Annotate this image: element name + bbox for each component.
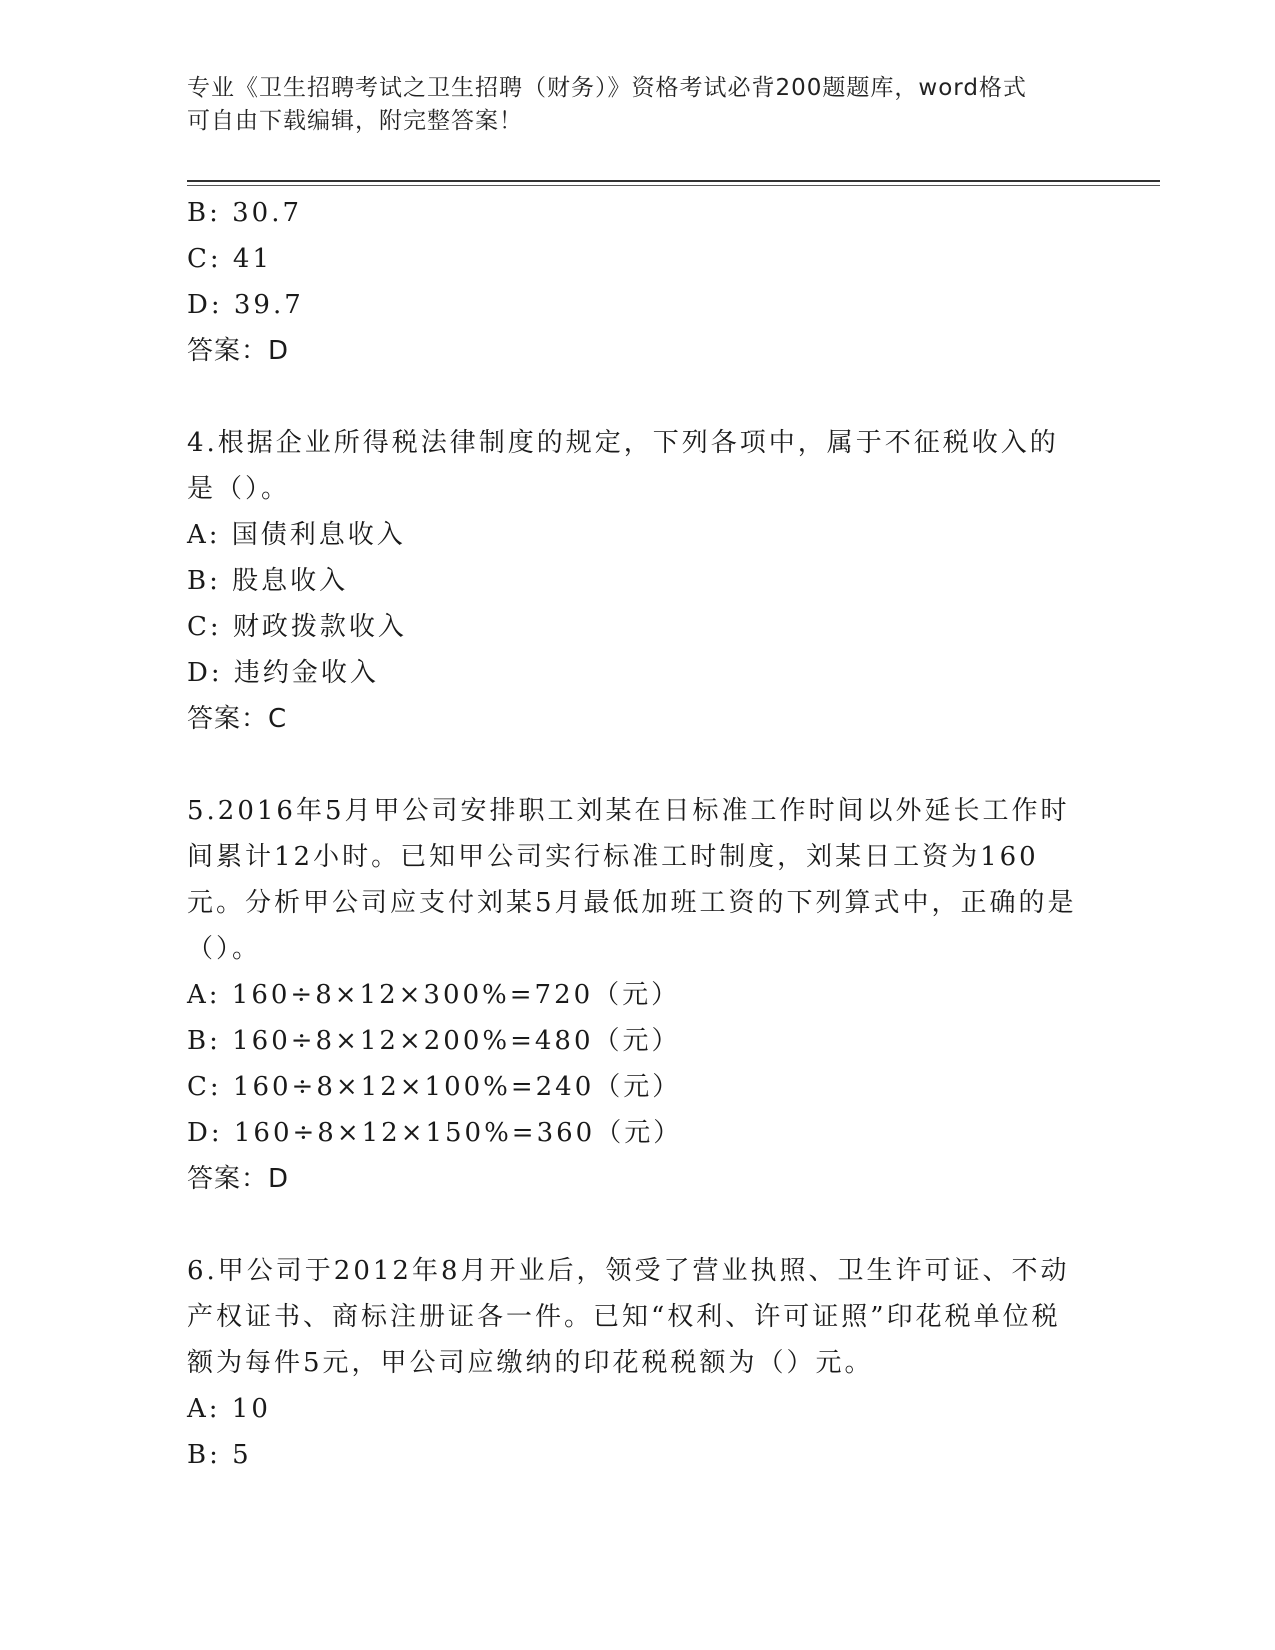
q5-stem: 5.2016年5月甲公司安排职工刘某在日标准工作时间以外延长工作时间累计12小时。已知甲公司实行标准工时制度，刘某日工资为160元。分析甲公司应支付刘某5月最低加班工资的下列算式中，正确的是（）。 xyxy=(187,796,1077,964)
header-divider-thin xyxy=(187,185,1160,186)
q4-option-d: D: 违约金收入 xyxy=(187,658,379,688)
spacer xyxy=(187,742,1087,788)
q4-option-a: A: 国债利息收入 xyxy=(187,520,406,550)
q6-option-b: B: 5 xyxy=(187,1440,252,1470)
q3-option-c: C: 41 xyxy=(187,244,273,274)
q6-stem: 6.甲公司于2012年8月开业后，领受了营业执照、卫生许可证、不动产权证书、商标注册证各一件。已知“权利、许可证照”印花税单位税额为每件5元，甲公司应缴纳的印花税税额为（）元。 xyxy=(187,1256,1070,1378)
q5-option-c: C: 160÷8×12×100%=240（元） xyxy=(187,1072,682,1102)
q3-option-d: D: 39.7 xyxy=(187,290,304,320)
question-5 xyxy=(187,788,1087,1202)
header-divider-thick xyxy=(187,180,1160,182)
q3-option-b: B: 30.7 xyxy=(187,198,303,228)
spacer xyxy=(187,374,1087,420)
q4-option-b: B: 股息收入 xyxy=(187,566,349,596)
q3-answer: 答案：D xyxy=(187,336,290,366)
q5-option-d: D: 160÷8×12×150%=360（元） xyxy=(187,1118,683,1148)
header-line-2: 可自由下载编辑，附完整答案！ xyxy=(187,108,523,134)
spacer xyxy=(187,1202,1087,1248)
q5-option-b: B: 160÷8×12×200%=480（元） xyxy=(187,1026,681,1056)
question-4 xyxy=(187,420,1087,742)
q4-option-c: C: 财政拨款收入 xyxy=(187,612,407,642)
question-list xyxy=(187,190,1087,1478)
question-6 xyxy=(187,1248,1087,1478)
q5-answer: 答案：D xyxy=(187,1164,290,1194)
q4-stem: 4.根据企业所得税法律制度的规定，下列各项中，属于不征税收入的是（）。 xyxy=(187,428,1059,504)
question-3 xyxy=(187,190,1087,374)
q5-option-a: A: 160÷8×12×300%=720（元） xyxy=(187,980,681,1010)
q4-answer: 答案：C xyxy=(187,704,288,734)
header-line-1: 专业《卫生招聘考试之卫生招聘（财务）》资格考试必背200题题库，word格式 xyxy=(187,75,1027,101)
q6-option-a: A: 10 xyxy=(187,1394,271,1424)
document-header xyxy=(187,72,1067,138)
